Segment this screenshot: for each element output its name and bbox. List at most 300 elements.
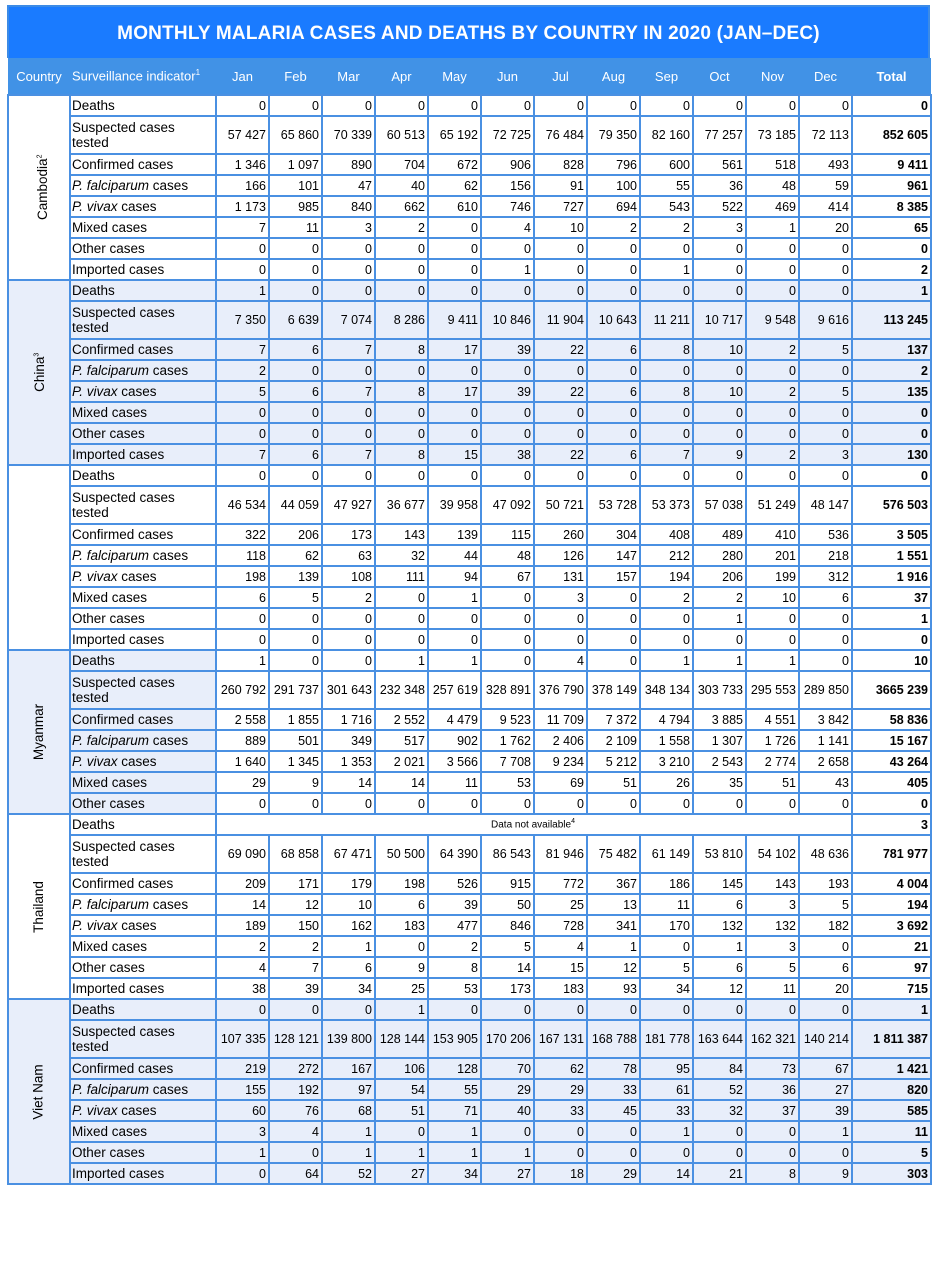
value-cell: 0 bbox=[587, 1142, 640, 1163]
indicator-cell: Mixed cases bbox=[70, 217, 216, 238]
total-cell: 11 bbox=[852, 1121, 931, 1142]
value-cell: 522 bbox=[693, 196, 746, 217]
country-name bbox=[32, 155, 51, 220]
indicator-cell: Suspected cases tested bbox=[70, 116, 216, 154]
value-cell: 0 bbox=[746, 402, 799, 423]
table-row bbox=[8, 671, 931, 709]
value-cell: 6 bbox=[693, 894, 746, 915]
footnote-marker: 4 bbox=[571, 818, 575, 826]
total-cell: 1 916 bbox=[852, 566, 931, 587]
value-cell: 61 bbox=[640, 1079, 693, 1100]
indicator-cell: Suspected cases tested bbox=[70, 486, 216, 524]
value-cell: 0 bbox=[534, 95, 587, 116]
indicator-cell: Confirmed cases bbox=[70, 873, 216, 894]
value-cell: 610 bbox=[428, 196, 481, 217]
value-cell: 0 bbox=[322, 95, 375, 116]
value-cell: 0 bbox=[269, 259, 322, 280]
value-cell: 29 bbox=[481, 1079, 534, 1100]
species-name: P. falciparum bbox=[72, 548, 150, 563]
table-row bbox=[8, 280, 931, 301]
value-cell: 0 bbox=[746, 95, 799, 116]
value-cell: 14 bbox=[375, 772, 428, 793]
value-cell: 67 bbox=[799, 1058, 852, 1079]
value-cell: 32 bbox=[693, 1100, 746, 1121]
value-cell: 0 bbox=[481, 465, 534, 486]
value-cell: 0 bbox=[587, 999, 640, 1020]
total-cell: 9 411 bbox=[852, 154, 931, 175]
table-row bbox=[8, 444, 931, 465]
table-body bbox=[8, 95, 931, 1184]
value-cell: 0 bbox=[799, 423, 852, 444]
indicator-cell: Other cases bbox=[70, 957, 216, 978]
value-cell: 1 726 bbox=[746, 730, 799, 751]
value-cell: 0 bbox=[640, 936, 693, 957]
indicator-suffix: cases bbox=[117, 754, 157, 769]
value-cell: 33 bbox=[587, 1079, 640, 1100]
value-cell: 2 021 bbox=[375, 751, 428, 772]
total-cell: 0 bbox=[852, 402, 931, 423]
value-cell: 194 bbox=[640, 566, 693, 587]
value-cell: 126 bbox=[534, 545, 587, 566]
value-cell: 44 bbox=[428, 545, 481, 566]
value-cell: 0 bbox=[799, 1142, 852, 1163]
value-cell: 84 bbox=[693, 1058, 746, 1079]
value-cell: 0 bbox=[640, 608, 693, 629]
value-cell: 291 737 bbox=[269, 671, 322, 709]
value-cell: 0 bbox=[746, 465, 799, 486]
table-row bbox=[8, 524, 931, 545]
total-cell: 3665 239 bbox=[852, 671, 931, 709]
indicator-cell bbox=[70, 196, 216, 217]
value-cell: 5 212 bbox=[587, 751, 640, 772]
value-cell: 0 bbox=[216, 423, 269, 444]
table-row bbox=[8, 95, 931, 116]
value-cell: 111 bbox=[375, 566, 428, 587]
header-row bbox=[8, 58, 931, 95]
value-cell: 132 bbox=[746, 915, 799, 936]
value-cell: 0 bbox=[216, 259, 269, 280]
value-cell: 0 bbox=[322, 423, 375, 444]
value-cell: 378 149 bbox=[587, 671, 640, 709]
value-cell: 93 bbox=[587, 978, 640, 999]
value-cell: 1 307 bbox=[693, 730, 746, 751]
value-cell: 2 406 bbox=[534, 730, 587, 751]
value-cell: 69 090 bbox=[216, 835, 269, 873]
value-cell: 53 bbox=[481, 772, 534, 793]
value-cell: 39 bbox=[481, 381, 534, 402]
value-cell: 50 500 bbox=[375, 835, 428, 873]
value-cell: 40 bbox=[481, 1100, 534, 1121]
value-cell: 14 bbox=[216, 894, 269, 915]
value-cell: 0 bbox=[746, 793, 799, 814]
value-cell: 39 bbox=[428, 894, 481, 915]
table-row bbox=[8, 793, 931, 814]
value-cell: 3 885 bbox=[693, 709, 746, 730]
value-cell: 34 bbox=[640, 978, 693, 999]
species-name: P. vivax bbox=[72, 754, 118, 769]
value-cell: 0 bbox=[799, 402, 852, 423]
value-cell: 57 427 bbox=[216, 116, 269, 154]
value-cell: 64 390 bbox=[428, 835, 481, 873]
value-cell: 1 bbox=[799, 1121, 852, 1142]
value-cell: 3 bbox=[746, 894, 799, 915]
value-cell: 51 bbox=[375, 1100, 428, 1121]
value-cell: 0 bbox=[746, 1142, 799, 1163]
indicator-cell: Imported cases bbox=[70, 444, 216, 465]
table-row bbox=[8, 339, 931, 360]
value-cell: 0 bbox=[693, 95, 746, 116]
header-month: Nov bbox=[746, 58, 799, 95]
indicator-cell: Confirmed cases bbox=[70, 154, 216, 175]
value-cell: 1 bbox=[375, 650, 428, 671]
value-cell: 0 bbox=[269, 238, 322, 259]
value-cell: 2 774 bbox=[746, 751, 799, 772]
value-cell: 51 249 bbox=[746, 486, 799, 524]
value-cell: 54 102 bbox=[746, 835, 799, 873]
value-cell: 7 bbox=[216, 217, 269, 238]
value-cell: 9 234 bbox=[534, 751, 587, 772]
country-cell bbox=[8, 650, 70, 814]
value-cell: 0 bbox=[481, 608, 534, 629]
value-cell: 0 bbox=[799, 650, 852, 671]
value-cell: 53 bbox=[428, 978, 481, 999]
value-cell: 11 904 bbox=[534, 301, 587, 339]
value-cell: 166 bbox=[216, 175, 269, 196]
indicator-cell: Suspected cases tested bbox=[70, 671, 216, 709]
value-cell: 1 bbox=[693, 608, 746, 629]
indicator-cell: Mixed cases bbox=[70, 1121, 216, 1142]
value-cell: 6 bbox=[269, 444, 322, 465]
value-cell: 341 bbox=[587, 915, 640, 936]
value-cell: 46 534 bbox=[216, 486, 269, 524]
value-cell: 10 bbox=[322, 894, 375, 915]
value-cell: 37 bbox=[746, 1100, 799, 1121]
value-cell: 0 bbox=[799, 629, 852, 650]
value-cell: 91 bbox=[534, 175, 587, 196]
value-cell: 5 bbox=[481, 936, 534, 957]
value-cell: 53 810 bbox=[693, 835, 746, 873]
header-month: Dec bbox=[799, 58, 852, 95]
value-cell: 0 bbox=[587, 465, 640, 486]
value-cell: 6 bbox=[269, 381, 322, 402]
value-cell: 1 353 bbox=[322, 751, 375, 772]
value-cell: 5 bbox=[640, 957, 693, 978]
value-cell: 469 bbox=[746, 196, 799, 217]
indicator-cell bbox=[70, 730, 216, 751]
total-cell: 405 bbox=[852, 772, 931, 793]
value-cell: 182 bbox=[799, 915, 852, 936]
header-month: Aug bbox=[587, 58, 640, 95]
value-cell: 2 552 bbox=[375, 709, 428, 730]
value-cell: 53 728 bbox=[587, 486, 640, 524]
indicator-cell bbox=[70, 1100, 216, 1121]
value-cell: 846 bbox=[481, 915, 534, 936]
total-cell: 97 bbox=[852, 957, 931, 978]
indicator-cell: Confirmed cases bbox=[70, 1058, 216, 1079]
value-cell: 43 bbox=[799, 772, 852, 793]
country-cell bbox=[8, 999, 70, 1184]
table-row bbox=[8, 1058, 931, 1079]
value-cell: 94 bbox=[428, 566, 481, 587]
value-cell: 54 bbox=[375, 1079, 428, 1100]
value-cell: 489 bbox=[693, 524, 746, 545]
value-cell: 272 bbox=[269, 1058, 322, 1079]
value-cell: 0 bbox=[799, 936, 852, 957]
value-cell: 206 bbox=[269, 524, 322, 545]
species-name: P. vivax bbox=[72, 199, 118, 214]
value-cell: 81 946 bbox=[534, 835, 587, 873]
value-cell: 662 bbox=[375, 196, 428, 217]
indicator-cell: Deaths bbox=[70, 999, 216, 1020]
table-row bbox=[8, 154, 931, 175]
total-cell: 820 bbox=[852, 1079, 931, 1100]
value-cell: 218 bbox=[799, 545, 852, 566]
table-row bbox=[8, 360, 931, 381]
value-cell: 59 bbox=[799, 175, 852, 196]
value-cell: 0 bbox=[428, 259, 481, 280]
value-cell: 9 548 bbox=[746, 301, 799, 339]
value-cell: 1 716 bbox=[322, 709, 375, 730]
value-cell: 536 bbox=[799, 524, 852, 545]
species-name: P. falciparum bbox=[72, 733, 150, 748]
value-cell: 10 717 bbox=[693, 301, 746, 339]
table-row bbox=[8, 978, 931, 999]
table-row bbox=[8, 1142, 931, 1163]
value-cell: 198 bbox=[216, 566, 269, 587]
total-cell: 0 bbox=[852, 423, 931, 444]
value-cell: 22 bbox=[534, 381, 587, 402]
value-cell: 0 bbox=[375, 259, 428, 280]
value-cell: 10 bbox=[746, 587, 799, 608]
value-cell: 38 bbox=[216, 978, 269, 999]
value-cell: 0 bbox=[322, 465, 375, 486]
value-cell: 0 bbox=[375, 423, 428, 444]
value-cell: 8 bbox=[375, 381, 428, 402]
value-cell: 0 bbox=[693, 1121, 746, 1142]
value-cell: 3 210 bbox=[640, 751, 693, 772]
value-cell: 101 bbox=[269, 175, 322, 196]
value-cell: 727 bbox=[534, 196, 587, 217]
value-cell: 0 bbox=[587, 423, 640, 444]
value-cell: 0 bbox=[269, 999, 322, 1020]
value-cell: 22 bbox=[534, 444, 587, 465]
footnote-marker: 1 bbox=[195, 68, 201, 78]
value-cell: 51 bbox=[746, 772, 799, 793]
value-cell: 163 644 bbox=[693, 1020, 746, 1058]
value-cell: 0 bbox=[534, 465, 587, 486]
indicator-suffix: cases bbox=[117, 384, 157, 399]
value-cell: 48 147 bbox=[799, 486, 852, 524]
value-cell: 5 bbox=[799, 339, 852, 360]
value-cell: 0 bbox=[587, 259, 640, 280]
value-cell: 132 bbox=[693, 915, 746, 936]
table-row bbox=[8, 730, 931, 751]
value-cell: 260 792 bbox=[216, 671, 269, 709]
species-name: P. falciparum bbox=[72, 897, 150, 912]
value-cell: 2 543 bbox=[693, 751, 746, 772]
table-row bbox=[8, 873, 931, 894]
table-row bbox=[8, 566, 931, 587]
value-cell: 171 bbox=[269, 873, 322, 894]
value-cell: 68 858 bbox=[269, 835, 322, 873]
value-cell: 2 bbox=[640, 217, 693, 238]
value-cell: 86 543 bbox=[481, 835, 534, 873]
indicator-cell bbox=[70, 175, 216, 196]
value-cell: 1 bbox=[640, 259, 693, 280]
indicator-suffix: cases bbox=[149, 733, 189, 748]
value-cell: 0 bbox=[693, 999, 746, 1020]
indicator-suffix: cases bbox=[149, 363, 189, 378]
value-cell: 0 bbox=[534, 1121, 587, 1142]
value-cell: 2 bbox=[693, 587, 746, 608]
value-cell: 408 bbox=[640, 524, 693, 545]
value-cell: 0 bbox=[640, 793, 693, 814]
value-cell: 12 bbox=[587, 957, 640, 978]
value-cell: 209 bbox=[216, 873, 269, 894]
value-cell: 3 bbox=[746, 936, 799, 957]
value-cell: 1 bbox=[587, 936, 640, 957]
value-cell: 11 709 bbox=[534, 709, 587, 730]
value-cell: 0 bbox=[693, 1142, 746, 1163]
indicator-suffix: cases bbox=[117, 199, 157, 214]
total-cell: 852 605 bbox=[852, 116, 931, 154]
country-name-text: Thailand bbox=[30, 880, 46, 933]
value-cell: 206 bbox=[693, 566, 746, 587]
table-row bbox=[8, 957, 931, 978]
value-cell: 0 bbox=[693, 465, 746, 486]
value-cell: 36 677 bbox=[375, 486, 428, 524]
value-cell: 0 bbox=[640, 95, 693, 116]
value-cell: 20 bbox=[799, 217, 852, 238]
value-cell: 76 484 bbox=[534, 116, 587, 154]
total-cell: 2 bbox=[852, 360, 931, 381]
value-cell: 143 bbox=[746, 873, 799, 894]
value-cell: 0 bbox=[428, 238, 481, 259]
value-cell: 1 bbox=[322, 1142, 375, 1163]
value-cell: 45 bbox=[587, 1100, 640, 1121]
value-cell: 212 bbox=[640, 545, 693, 566]
value-cell: 0 bbox=[799, 280, 852, 301]
value-cell: 2 658 bbox=[799, 751, 852, 772]
total-cell: 0 bbox=[852, 238, 931, 259]
header-total: Total bbox=[852, 58, 931, 95]
value-cell: 52 bbox=[693, 1079, 746, 1100]
value-cell: 1 bbox=[693, 650, 746, 671]
value-cell: 4 479 bbox=[428, 709, 481, 730]
value-cell: 6 bbox=[375, 894, 428, 915]
total-cell: 5 bbox=[852, 1142, 931, 1163]
total-cell: 781 977 bbox=[852, 835, 931, 873]
value-cell: 322 bbox=[216, 524, 269, 545]
value-cell: 0 bbox=[481, 629, 534, 650]
value-cell: 915 bbox=[481, 873, 534, 894]
total-cell: 65 bbox=[852, 217, 931, 238]
value-cell: 0 bbox=[693, 280, 746, 301]
value-cell: 8 bbox=[640, 381, 693, 402]
value-cell: 0 bbox=[693, 360, 746, 381]
value-cell: 0 bbox=[799, 360, 852, 381]
value-cell: 128 121 bbox=[269, 1020, 322, 1058]
value-cell: 73 185 bbox=[746, 116, 799, 154]
value-cell: 21 bbox=[693, 1163, 746, 1184]
value-cell: 20 bbox=[799, 978, 852, 999]
value-cell: 312 bbox=[799, 566, 852, 587]
value-cell: 2 bbox=[216, 360, 269, 381]
value-cell: 50 bbox=[481, 894, 534, 915]
value-cell: 17 bbox=[428, 381, 481, 402]
value-cell: 0 bbox=[216, 608, 269, 629]
value-cell: 0 bbox=[534, 999, 587, 1020]
value-cell: 0 bbox=[216, 465, 269, 486]
value-cell: 0 bbox=[375, 280, 428, 301]
value-cell: 0 bbox=[746, 280, 799, 301]
value-cell: 0 bbox=[746, 999, 799, 1020]
value-cell: 0 bbox=[640, 465, 693, 486]
value-cell: 2 bbox=[375, 217, 428, 238]
value-cell: 12 bbox=[269, 894, 322, 915]
value-cell: 0 bbox=[322, 999, 375, 1020]
value-cell: 0 bbox=[799, 465, 852, 486]
value-cell: 0 bbox=[746, 423, 799, 444]
value-cell: 67 471 bbox=[322, 835, 375, 873]
footnote-marker: 2 bbox=[36, 154, 44, 159]
value-cell: 27 bbox=[481, 1163, 534, 1184]
value-cell: 0 bbox=[799, 238, 852, 259]
value-cell: 0 bbox=[269, 95, 322, 116]
value-cell: 11 bbox=[640, 894, 693, 915]
value-cell: 62 bbox=[534, 1058, 587, 1079]
value-cell: 13 bbox=[587, 894, 640, 915]
value-cell: 73 bbox=[746, 1058, 799, 1079]
value-cell: 139 bbox=[428, 524, 481, 545]
value-cell: 11 211 bbox=[640, 301, 693, 339]
value-cell: 65 192 bbox=[428, 116, 481, 154]
value-cell: 0 bbox=[746, 608, 799, 629]
total-cell: 0 bbox=[852, 793, 931, 814]
value-cell: 8 bbox=[746, 1163, 799, 1184]
value-cell: 694 bbox=[587, 196, 640, 217]
value-cell: 0 bbox=[269, 608, 322, 629]
value-cell: 48 bbox=[746, 175, 799, 196]
country-name bbox=[31, 704, 47, 760]
value-cell: 107 335 bbox=[216, 1020, 269, 1058]
value-cell: 67 bbox=[481, 566, 534, 587]
value-cell: 131 bbox=[534, 566, 587, 587]
value-cell: 63 bbox=[322, 545, 375, 566]
indicator-cell: Other cases bbox=[70, 1142, 216, 1163]
value-cell: 53 373 bbox=[640, 486, 693, 524]
value-cell: 0 bbox=[216, 629, 269, 650]
value-cell: 0 bbox=[216, 999, 269, 1020]
table-row bbox=[8, 999, 931, 1020]
value-cell: 8 286 bbox=[375, 301, 428, 339]
indicator-suffix: cases bbox=[149, 548, 189, 563]
value-cell: 47 bbox=[322, 175, 375, 196]
value-cell: 39 bbox=[481, 339, 534, 360]
value-cell: 2 558 bbox=[216, 709, 269, 730]
value-cell: 0 bbox=[428, 280, 481, 301]
value-cell: 232 348 bbox=[375, 671, 428, 709]
value-cell: 29 bbox=[534, 1079, 587, 1100]
table-row bbox=[8, 1163, 931, 1184]
value-cell: 9 616 bbox=[799, 301, 852, 339]
value-cell: 25 bbox=[534, 894, 587, 915]
total-cell: 8 385 bbox=[852, 196, 931, 217]
value-cell: 1 bbox=[481, 1142, 534, 1163]
value-cell: 0 bbox=[587, 280, 640, 301]
value-cell: 0 bbox=[375, 95, 428, 116]
value-cell: 0 bbox=[375, 1121, 428, 1142]
